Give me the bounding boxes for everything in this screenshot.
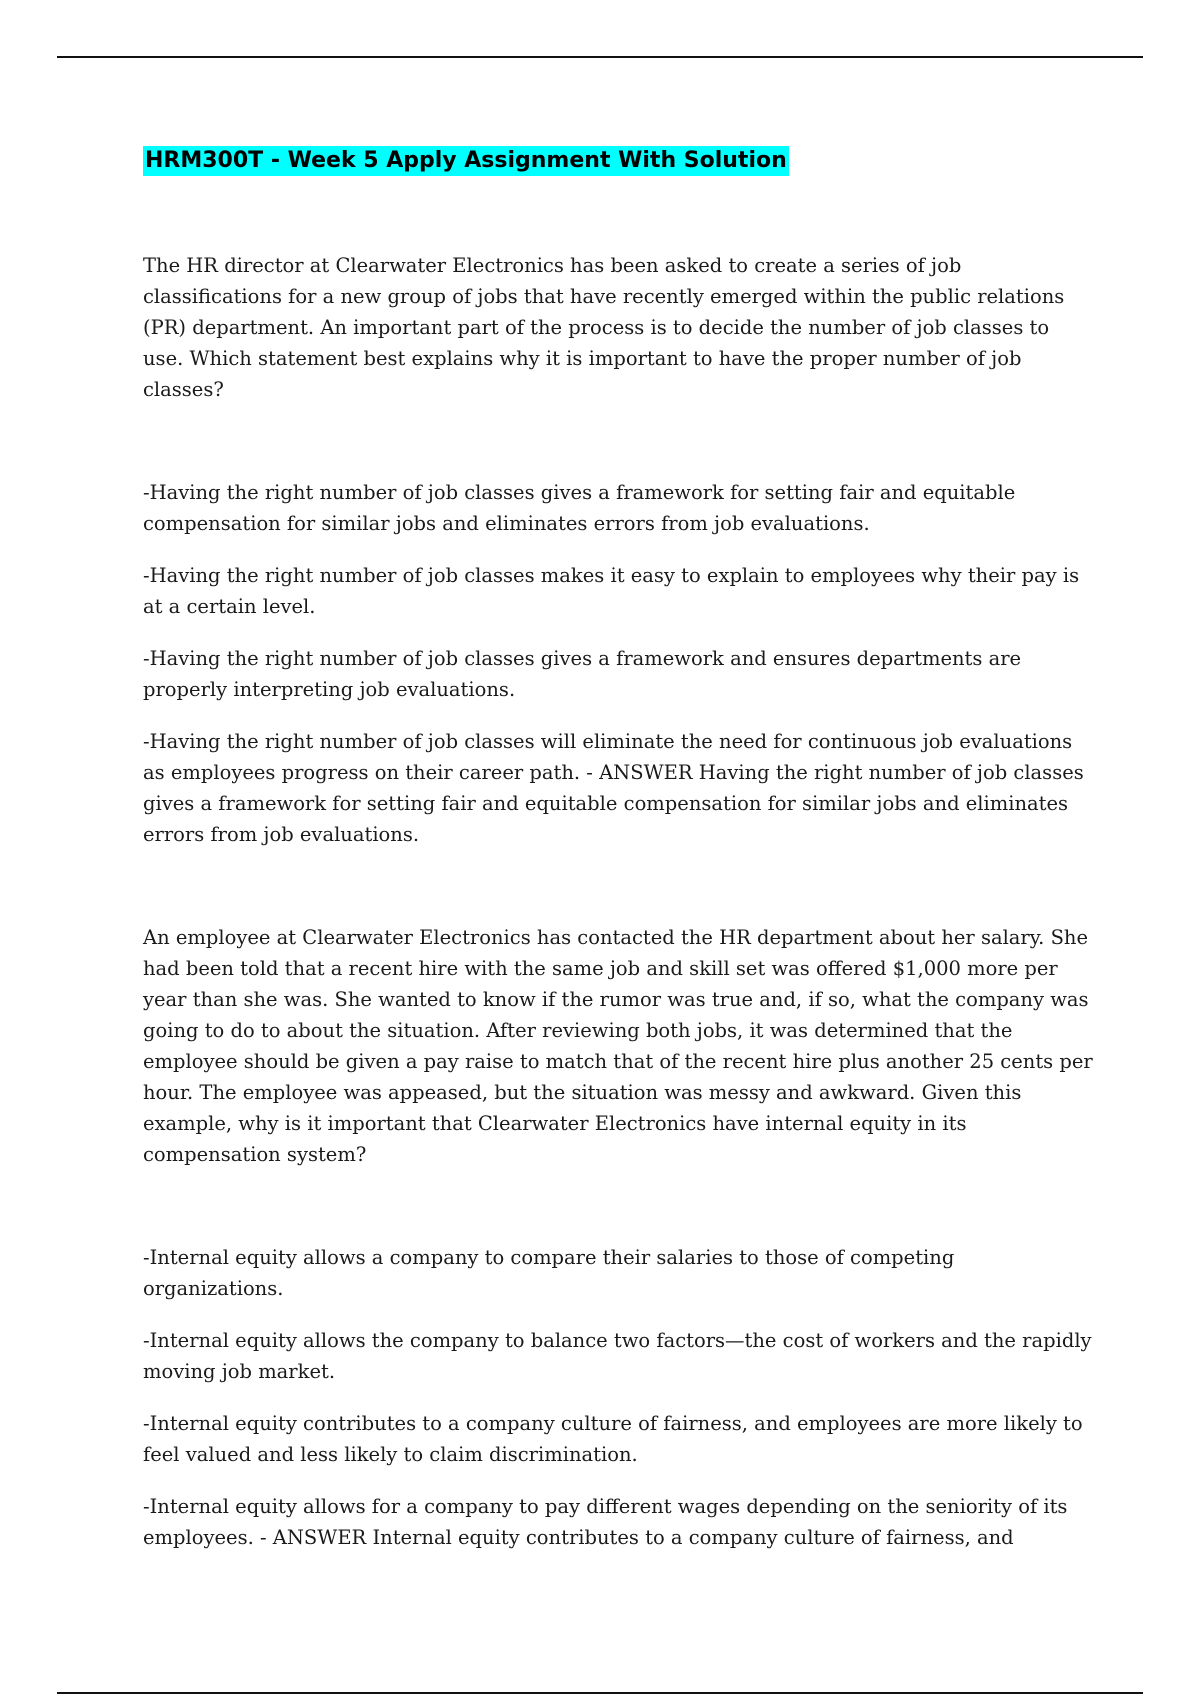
question-2-option-1: -Internal equity allows a company to compare their salaries to those of competing organizations. bbox=[143, 1246, 955, 1300]
header-rule bbox=[57, 56, 1143, 58]
question-2-prompt: An employee at Clearwater Electronics has contacted the HR department about her salary. She had been told that a recent hire with the same job and skill set was offered $1,000 more per year than she was. She wanted to know if the rumor was true and, if so, what the company was going to do to about the situation. After reviewing both jobs, it was determined that the employee should be given a pay raise to match that of the recent hire plus another 25 cents per hour. The employee was appeased, but the situation was messy and awkward. Given this example, why is it important that Clearwater Electronics have internal equity in its compensation system? bbox=[143, 926, 1093, 1166]
document-title: HRM300T - Week 5 Apply Assignment With Solution bbox=[143, 146, 789, 176]
question-2-option-4-answer: -Internal equity allows for a company to pay different wages depending on the seniority of its employees. - ANSWER Internal equity contributes to a company culture of fairness, and bbox=[143, 1495, 1068, 1549]
question-1-option-2: -Having the right number of job classes makes it easy to explain to employees why their pay is at a certain level. bbox=[143, 564, 1080, 618]
question-2-option-3: -Internal equity contributes to a company culture of fairness, and employees are more likely to feel valued and less likely to claim discrimination. bbox=[143, 1412, 1083, 1466]
question-2-option-2: -Internal equity allows the company to balance two factors—the cost of workers and the rapidly moving job market. bbox=[143, 1329, 1092, 1383]
question-1-option-1: -Having the right number of job classes gives a framework for setting fair and equitable compensation for similar jobs and eliminates errors from job evaluations. bbox=[143, 481, 1016, 535]
question-1-prompt: The HR director at Clearwater Electronics has been asked to create a series of job classifications for a new group of jobs that have recently emerged within the public relations (PR) department. An important part of the process is to decide the number of job classes to use. Which statement best explains why it is important to have the proper number of job classes? bbox=[143, 254, 1065, 401]
document-body bbox=[143, 250, 1093, 1574]
question-1-option-3: -Having the right number of job classes gives a framework and ensures departments are properly interpreting job evaluations. bbox=[143, 647, 1022, 701]
footer-rule bbox=[57, 1692, 1143, 1694]
question-1-option-4-answer: -Having the right number of job classes will eliminate the need for continuous job evaluations as employees progress on their career path. - ANSWER Having the right number of job classes gives a framework for setting fair and equitable compensation for similar jobs and eliminates errors from job evaluations. bbox=[143, 730, 1084, 846]
